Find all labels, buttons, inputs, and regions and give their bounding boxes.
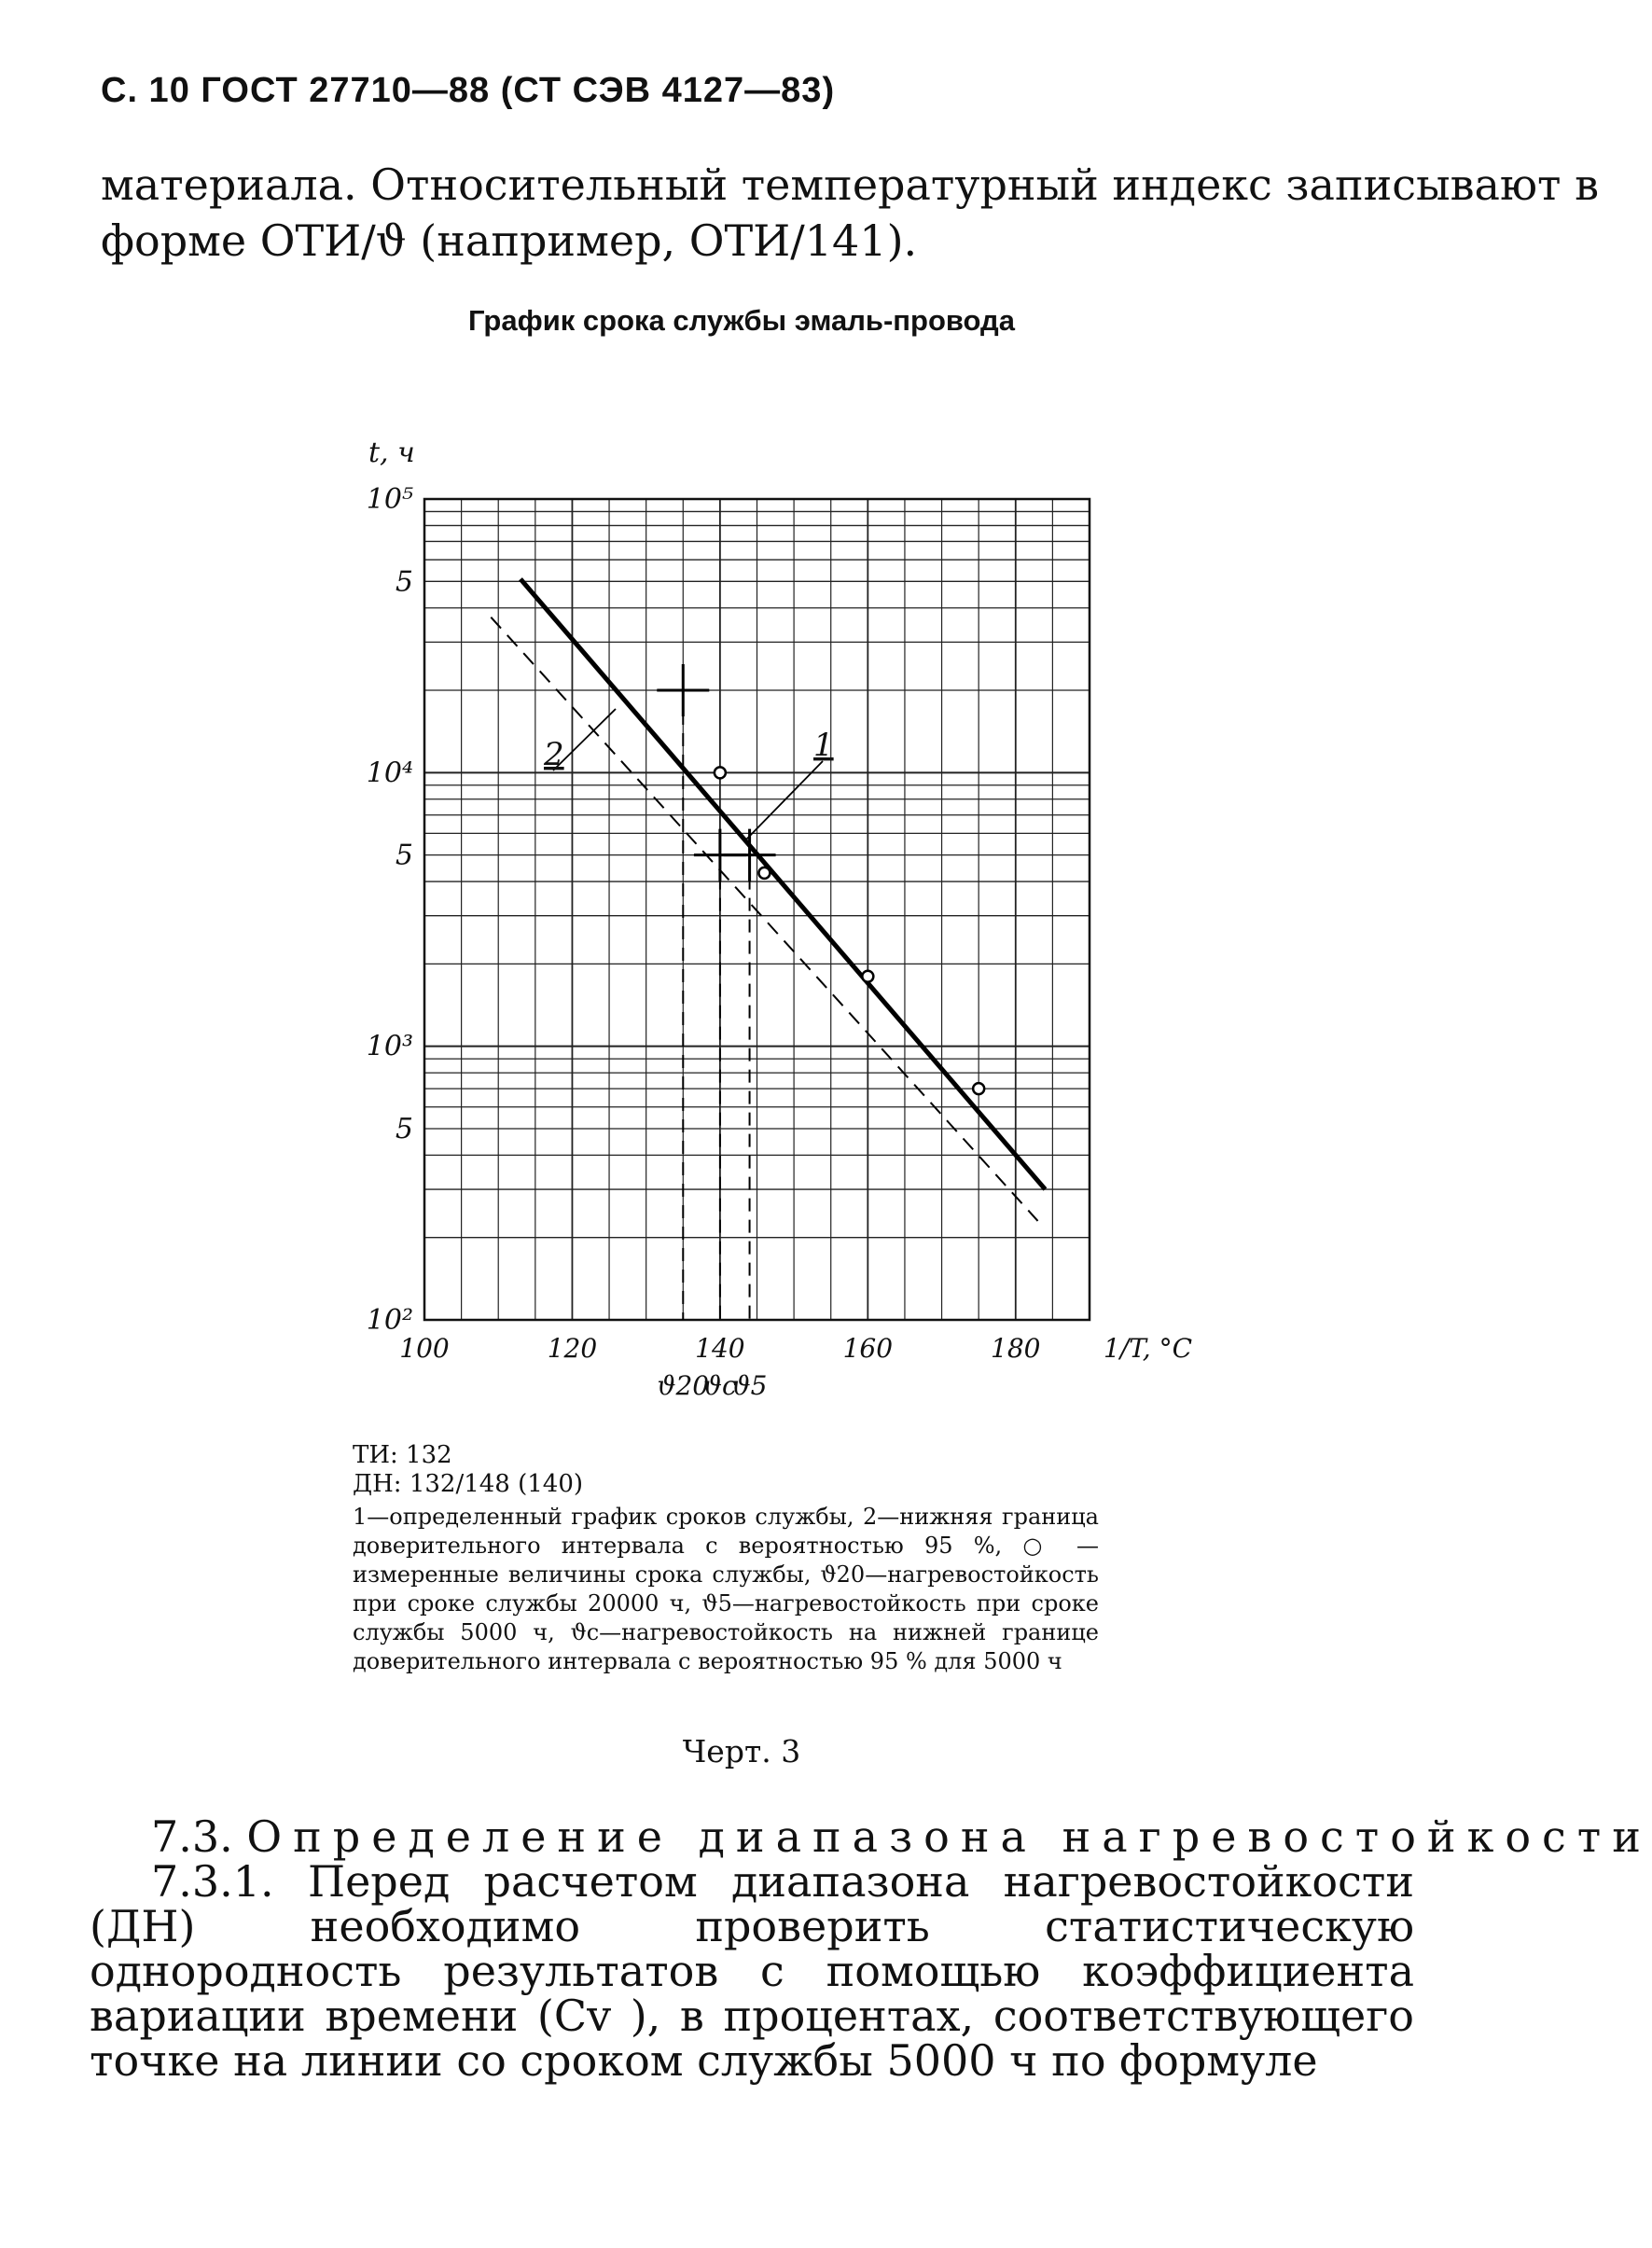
section-paragraph: 7.3.1. Перед расчетом диапазона нагревостойкости (ДН) необходимо проверить статистическую однородность результатов с помощью коэффициента вариации времени (Cv ), в процентах, соответствующего точке на линии со сроком службы 5000 ч по формуле [90, 1856, 1414, 2086]
series-line-1 [521, 579, 1045, 1189]
section-heading [90, 1811, 1652, 1862]
x-tick-label: 180 [991, 1333, 1041, 1364]
series-label: 2 [544, 736, 564, 773]
page-header: С. 10 ГОСТ 27710—88 (СТ СЭВ 4127—83) [101, 71, 836, 110]
y-tick-label: 10³ [366, 1030, 413, 1063]
measured-point [973, 1083, 984, 1094]
dn-value: ДН: 132/148 (140) [353, 1470, 584, 1498]
measured-point [715, 767, 726, 778]
x-marker-label: ϑ5 [731, 1370, 768, 1401]
chart-title: График срока службы эмаль-провода [468, 304, 1015, 337]
y-tick-label: 5 [395, 1112, 413, 1145]
x-axis-label: 1/T, °C [1104, 1333, 1193, 1364]
chart-grid [424, 499, 1090, 1320]
measured-point [862, 971, 873, 982]
y-tick-label: 10⁵ [366, 483, 413, 516]
section-heading-text: Определение диапазона нагревостойкости [246, 1811, 1652, 1862]
section-heading-number: 7.3. [151, 1811, 233, 1862]
y-axis-label: t, ч [368, 437, 415, 469]
y-tick-label: 5 [395, 565, 413, 599]
y-tick-label: 10⁴ [366, 756, 413, 790]
y-tick-label: 5 [395, 839, 413, 872]
x-tick-label: 100 [399, 1333, 450, 1364]
legend-text: 1—определенный график сроков службы, 2—нижняя граница доверительного интервала с вероятностью 95 %, ○ —измеренные величины срока службы, ϑ20—нагревостойкость при сроке службы 20000 ч, ϑ5—нагревостойкость при сроке службы 5000 ч, ϑc—нагревостойкость на нижней границе доверительного интервала с вероятностью 95 % для 5000 ч [353, 1504, 1099, 1674]
figure-label: Черт. 3 [682, 1733, 801, 1769]
intro-line-1: материала. Относительный температурный индекс записывают в [101, 160, 1599, 210]
x-marker-label: ϑc [703, 1370, 737, 1401]
y-tick-label: 10² [366, 1304, 413, 1337]
x-tick-label: 160 [842, 1333, 894, 1364]
x-tick-label: 120 [547, 1333, 598, 1364]
ti-value: ТИ: 132 [353, 1441, 452, 1469]
x-marker-label: ϑ20 [657, 1370, 710, 1401]
measured-point [758, 867, 770, 879]
figure-caption [353, 1441, 1099, 1676]
x-tick-label: 140 [695, 1333, 745, 1364]
series-label: 1 [813, 727, 834, 764]
intro-line-2: форме ОТИ/ϑ (например, ОТИ/141). [101, 215, 918, 266]
section-7-3 [90, 1811, 1652, 2086]
